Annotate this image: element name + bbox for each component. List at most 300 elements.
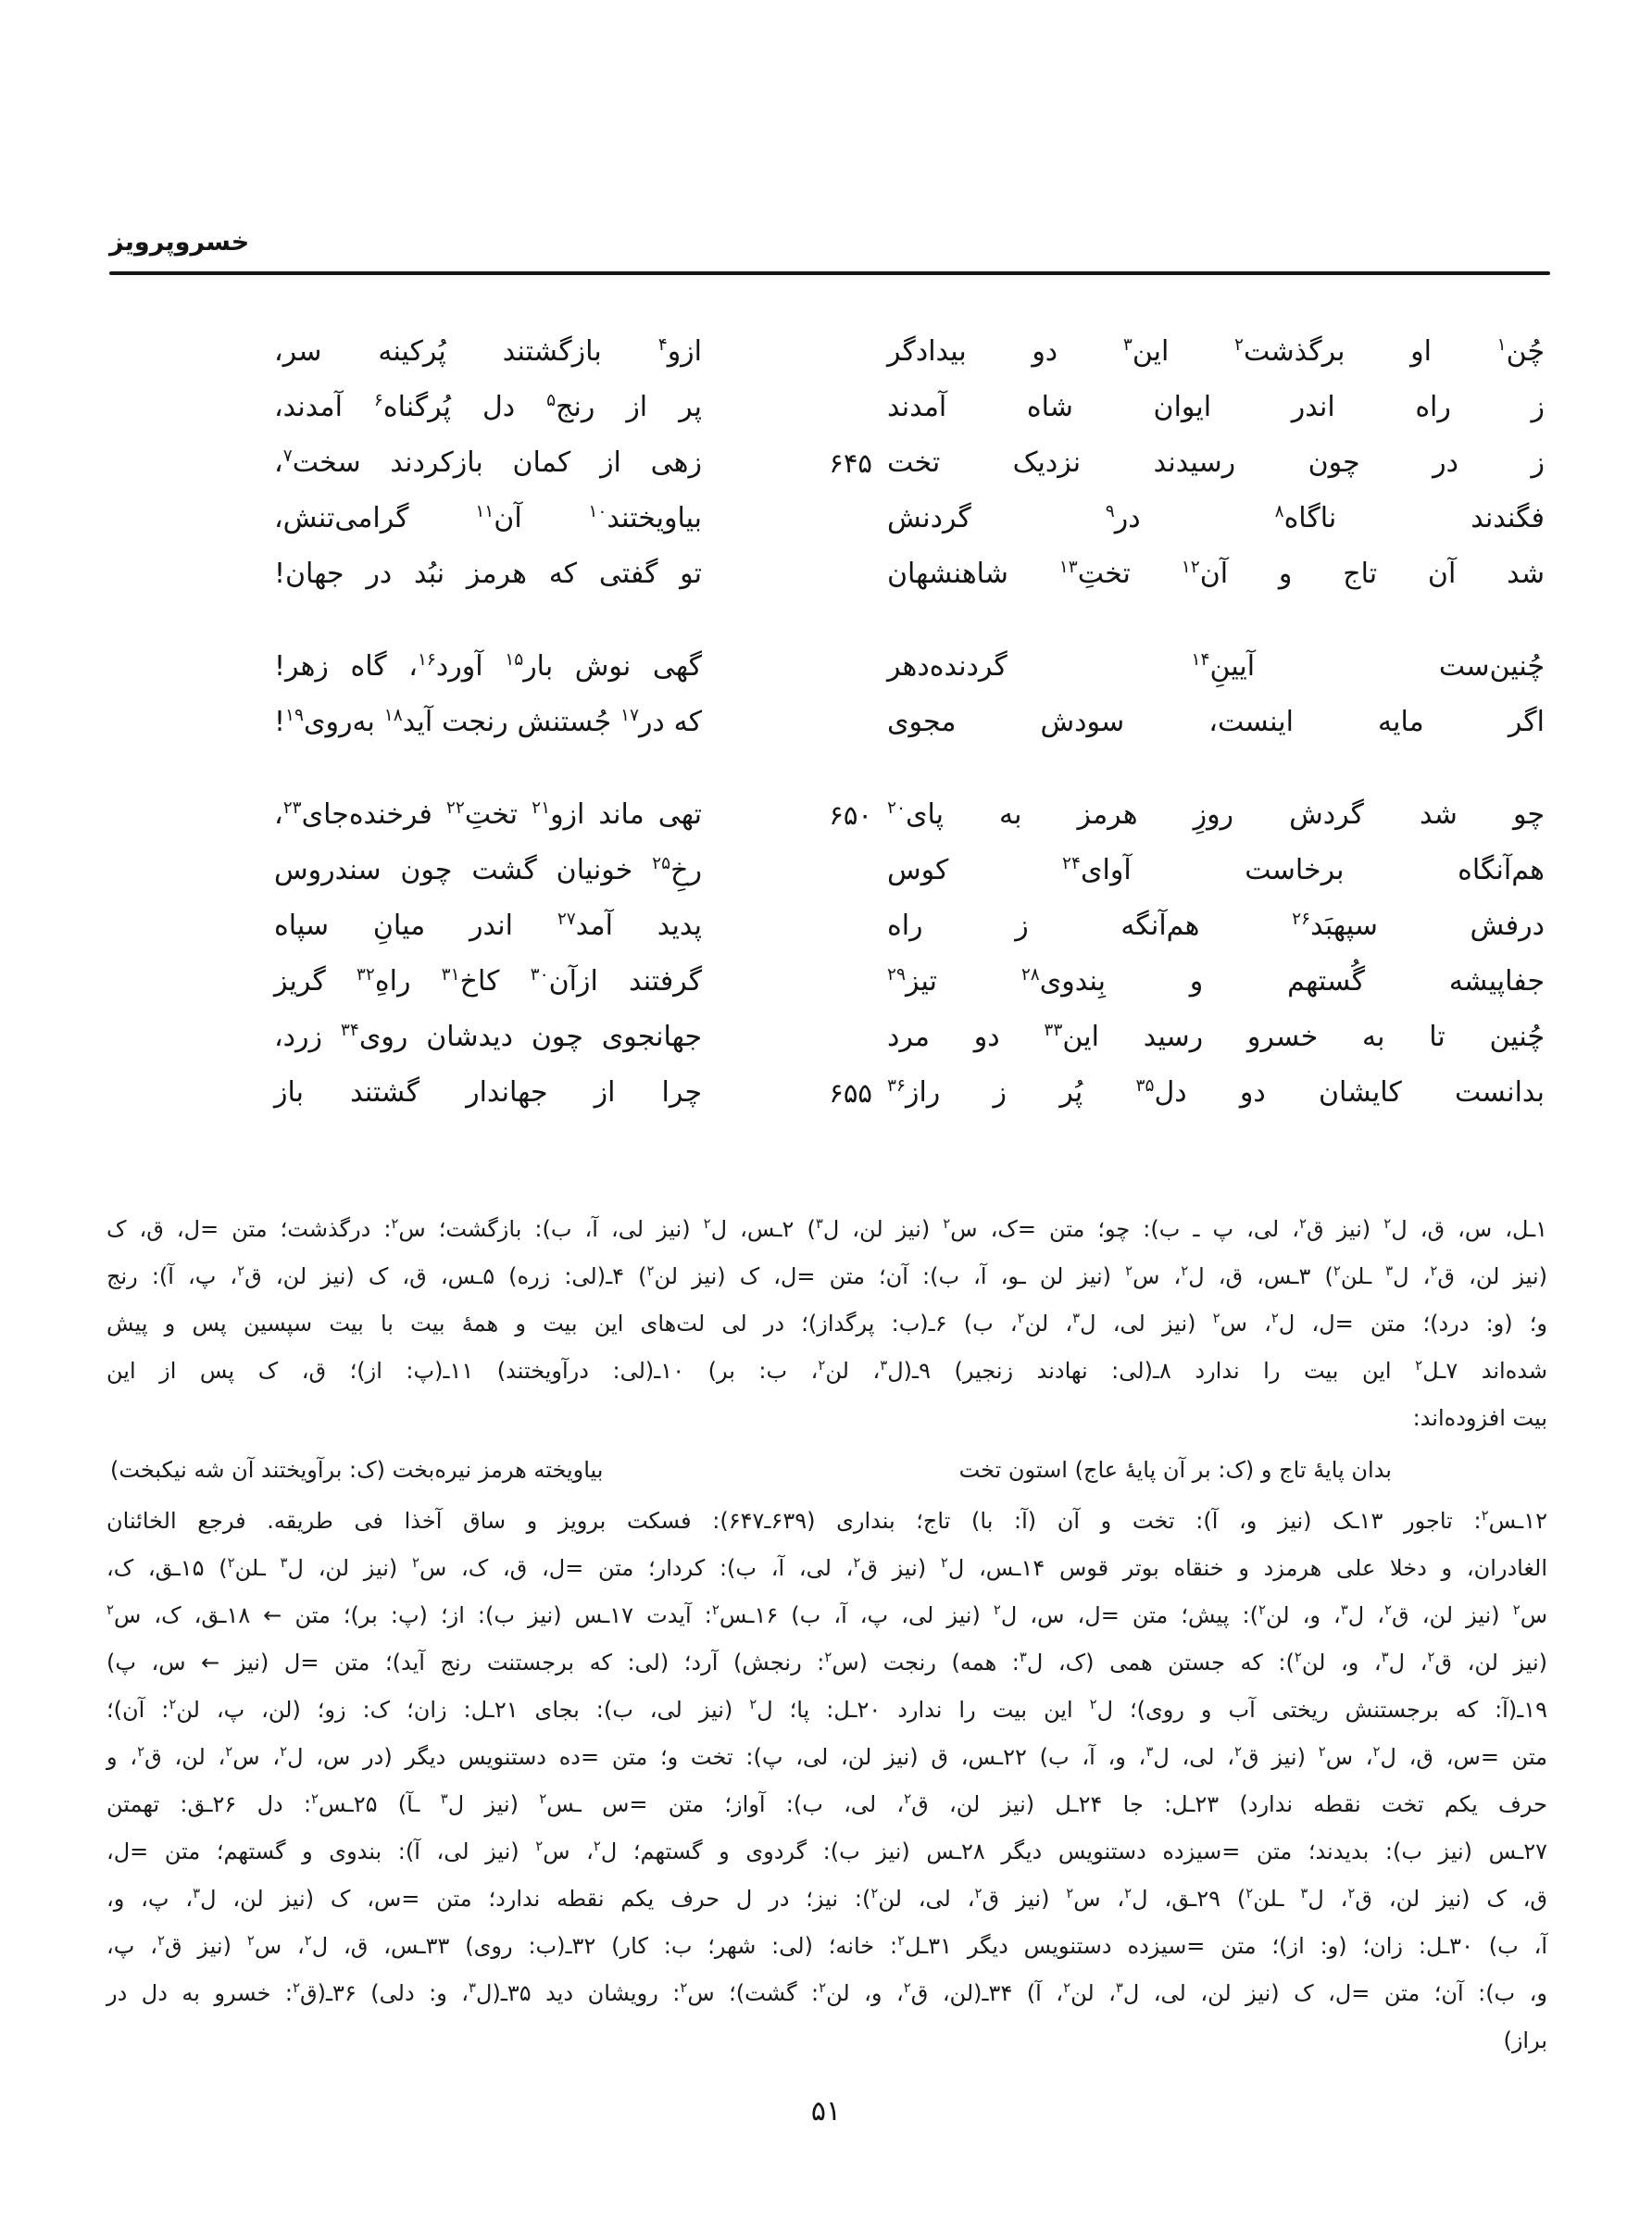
footnote-ref-number: ۲ xyxy=(1383,1215,1392,1232)
footnote-ref-number: ۲ xyxy=(169,1696,177,1713)
apparatus-line xyxy=(106,1348,1547,1395)
footnote-ref-number: ۲ xyxy=(1294,1649,1302,1665)
verse-row xyxy=(274,787,1545,843)
footnote-ref-number: ۲ xyxy=(237,1262,245,1279)
verse-number xyxy=(702,954,887,1010)
text-run: و؛ (و: درد)؛ متن =ل، ل xyxy=(1278,1311,1548,1337)
page-number: ۵۱ xyxy=(810,2095,842,2127)
text-run: ، آ) ۳۴ـ(لن، ق xyxy=(910,1980,1064,2006)
left-hemistich xyxy=(274,695,702,750)
text-run: ، س xyxy=(232,1744,281,1770)
verse-block xyxy=(274,787,1545,1121)
text-run: ـلن xyxy=(1253,1886,1301,1912)
footnote-ref-number: ۳ xyxy=(280,1554,288,1571)
text-run: ـآ) ۲۵ـس xyxy=(319,1791,441,1817)
footnote-ref-number: ۱۴ xyxy=(1191,650,1210,670)
text-run: پر از رنج xyxy=(556,391,703,423)
text-run: ، س xyxy=(1325,1744,1373,1770)
footnote-ref-number: ۱۶ xyxy=(417,650,436,670)
footnote-ref-number: ۳ xyxy=(1381,1649,1389,1665)
inserted-verse-right-hemistich xyxy=(959,1445,1392,1495)
right-hemistich xyxy=(887,954,1545,1010)
text-run: کوس xyxy=(887,854,1063,886)
footnote-ref-number: ۳ xyxy=(1019,1649,1027,1665)
left-hemistich xyxy=(274,324,702,380)
footnote-ref-number: ۲۶ xyxy=(1292,910,1311,929)
text-run: ، ل xyxy=(1347,1602,1385,1628)
text-run: ) ۳ـس، ق، ل xyxy=(1188,1263,1333,1289)
footnote-ref-number: ۲۲ xyxy=(445,798,465,818)
left-hemistich xyxy=(274,380,702,435)
apparatus-line xyxy=(106,1687,1547,1734)
apparatus-line xyxy=(106,1300,1547,1348)
text-run: (نیز لی، آ): بندوی و گستهم؛ متن =ل، xyxy=(106,1839,536,1864)
header-rule xyxy=(109,271,1550,275)
text-run: : خسرو به دل در xyxy=(106,1980,294,2006)
apparatus-line xyxy=(106,1395,1547,1442)
footnote-ref-number: ۳۱ xyxy=(441,965,460,985)
text-run: : آیدت ۱۷ـس (نیز ب): از؛ (پ: بر)؛ متن ← ۱۸ـق، ک، س xyxy=(114,1602,712,1628)
text-run: خونیان گشت چون سندروس xyxy=(274,854,653,886)
text-run: : همه) رنجت (س xyxy=(832,1650,1020,1676)
text-run: تهی ماند ازو xyxy=(550,798,702,831)
footnote-ref-number: ۲ xyxy=(824,1649,832,1665)
footnote-ref-number: ۲ xyxy=(535,1838,544,1854)
footnote-ref-number: ۲ xyxy=(1258,1601,1266,1618)
text-run: براز) xyxy=(1503,2027,1547,2053)
footnote-ref-number: ۳ xyxy=(1385,1262,1394,1279)
text-run: ) ۱۵ـق، ک، xyxy=(106,1555,228,1581)
footnote-ref-number: ۱۲ xyxy=(1181,558,1200,577)
verse-number xyxy=(702,898,887,954)
left-hemistich xyxy=(274,1065,702,1121)
text-run: بازگشتند پُرکینه سر، xyxy=(274,335,658,368)
footnote-ref-number: ۳ xyxy=(1145,1743,1154,1760)
text-run: و، ب): آن؛ متن =ل، ک (نیز لن، لی، ل xyxy=(1122,1980,1547,2006)
text-run: ، س xyxy=(1133,1263,1182,1289)
footnote-ref-number: ۲ xyxy=(1298,1215,1307,1232)
text-run: ، و، لن xyxy=(826,1980,904,2006)
footnote-ref-number: ۲ xyxy=(1372,1743,1381,1760)
text-run: این بیت را ندارد ۸ـ(لی: نهادند زنجیر) ۹ـ(ل xyxy=(887,1358,1416,1384)
inserted-verse-left-hemistich xyxy=(110,1445,603,1495)
text-run: (نیز ل xyxy=(447,1791,540,1817)
footnote-ref-number: ۲ xyxy=(711,1601,720,1618)
footnote-ref-number: ۲ xyxy=(137,1743,145,1760)
text-run: تیز xyxy=(905,965,1021,998)
right-hemistich xyxy=(887,435,1545,491)
footnote-ref-number: ۲ xyxy=(680,1979,688,1996)
text-run: ، پ، آ): رنج xyxy=(106,1263,238,1289)
text-run: (نیز لی، پ، آ، ب) ۱۶ـس xyxy=(719,1602,994,1628)
footnote-ref-number: ۲ xyxy=(1124,1885,1133,1901)
footnote-ref-number: ۲ xyxy=(225,1743,233,1760)
footnote-ref-number: ۲ xyxy=(943,1215,951,1232)
footnote-ref-number: ۲ xyxy=(539,1790,547,1807)
text-run: شاهنشهان xyxy=(887,558,1059,590)
left-hemistich xyxy=(274,954,702,1010)
text-run: تختِ xyxy=(1077,558,1182,590)
apparatus-line xyxy=(106,1498,1547,1545)
text-run: این xyxy=(1132,335,1234,368)
text-run: بیت افزوده‌اند: xyxy=(1412,1405,1547,1431)
footnote-ref-number: ۳۶ xyxy=(887,1076,906,1096)
text-run: چرا از جهاندار گشتند باز xyxy=(274,1076,702,1109)
text-run: ، لی، پ ـ ب): چو؛ متن =ک، س xyxy=(950,1216,1299,1242)
text-run: : آن)؛ xyxy=(106,1697,169,1723)
footnote-ref-number: ۲ xyxy=(227,1554,235,1571)
right-hemistich xyxy=(887,380,1545,435)
footnote-ref-number: ۲۷ xyxy=(557,910,576,929)
text-run: ، س xyxy=(254,1933,305,1959)
footnote-ref-number: ۲ xyxy=(1384,1601,1393,1618)
text-run: ازو xyxy=(667,335,702,368)
footnote-ref-number: ۲ xyxy=(1415,1357,1423,1374)
text-run: ، ل xyxy=(1308,1886,1348,1912)
apparatus-line xyxy=(106,1592,1547,1639)
footnote-ref-number: ۳ xyxy=(1122,335,1133,355)
footnote-ref-number: ۳۵ xyxy=(1135,1076,1155,1096)
right-hemistich xyxy=(887,787,1545,843)
text-run: شد آن تاج و آن xyxy=(1199,558,1546,590)
text-run: جفاپیشه گُستهم و بِندوی xyxy=(1039,965,1545,998)
footnote-ref-number: ۲ xyxy=(1347,1885,1356,1901)
footnote-ref-number: ۲ xyxy=(1430,1262,1438,1279)
footnote-ref-number: ۲ xyxy=(246,1932,255,1949)
text-run: ۱ـل، س، ق، ل xyxy=(1391,1216,1548,1242)
text-run: بدانست کایشان دو دل xyxy=(1154,1076,1545,1109)
text-run: (نیز ق xyxy=(1306,1216,1384,1242)
text-run: (نیز ق xyxy=(982,1886,1067,1912)
footnote-ref-number: ۴ xyxy=(657,335,668,355)
right-hemistich xyxy=(887,639,1545,695)
apparatus-line xyxy=(106,1253,1547,1300)
text-run: هم‌آنگه ز راه xyxy=(887,910,1293,942)
right-hemistich xyxy=(887,843,1545,898)
text-run: ): نیز؛ در ل حرف یکم نقطه ندارد؛ متن =س، ک (نیز لن، ل xyxy=(200,1886,871,1912)
text-run: تو گفتی که هرمز نبُد در جهان! xyxy=(274,558,702,590)
left-hemistich xyxy=(274,787,702,843)
text-run: ، لن xyxy=(1024,1311,1073,1337)
right-hemistich xyxy=(887,898,1545,954)
apparatus-line xyxy=(106,1828,1547,1876)
footnote-ref-number: ۲ xyxy=(1181,1262,1189,1279)
text-run: ، پ، و، xyxy=(106,1886,194,1912)
footnote-ref-number: ۳۲ xyxy=(356,965,375,985)
text-run: ، ل xyxy=(1393,1263,1431,1289)
text-run: متن =س، ق، ل xyxy=(1380,1744,1548,1770)
footnote-ref-number: ۱۱ xyxy=(475,502,494,521)
footnote-ref-number: ۹ xyxy=(1105,502,1115,521)
text-run: که در xyxy=(638,706,702,738)
verse-row xyxy=(274,546,1545,602)
footnote-ref-number: ۲ xyxy=(1066,1885,1074,1901)
text-run: ۱۹ـ(آ: که برجستنش ریختی آب و روی)؛ ل xyxy=(1096,1697,1548,1723)
text-run: : خانه؛ (لی: شهر؛ ب: کار) ۳۲ـ(ب: روی) ۳۳ـس، ق، ل xyxy=(311,1933,898,1959)
text-run: هم‌آنگاه برخاست آوای xyxy=(1081,854,1545,886)
footnote-ref-number: ۳ xyxy=(440,1790,448,1807)
left-hemistich xyxy=(274,546,702,602)
text-run: فگندند ناگاه xyxy=(1283,502,1545,534)
footnote-ref-number: ۳ xyxy=(1300,1885,1308,1901)
footnote-ref-number: ۲ xyxy=(1063,1979,1071,1996)
footnote-ref-number: ۲۱ xyxy=(532,798,551,818)
footnote-ref-number: ۲ xyxy=(897,1932,906,1949)
verse-number xyxy=(702,639,887,695)
text-run: (نیز لن ـو، آ، ب): آن؛ متن =ل، ک (نیز لن xyxy=(654,1263,1126,1289)
footnote-ref-number: ۲ xyxy=(646,1262,655,1279)
text-run: چُنین‌ست آیینِ xyxy=(1209,650,1545,683)
left-hemistich xyxy=(274,435,702,491)
text-run: (نیز ق xyxy=(164,1933,247,1959)
text-run: ، لی، ل xyxy=(1153,1744,1235,1770)
verse-number xyxy=(702,380,887,435)
verse-row xyxy=(274,1065,1545,1121)
text-run: کاخ xyxy=(459,965,531,998)
poem xyxy=(274,324,1545,1158)
text-run: گهی نوش بار xyxy=(523,650,702,683)
right-hemistich xyxy=(887,491,1545,546)
apparatus-line xyxy=(106,2017,1547,2065)
footnote-ref-number: ۲ xyxy=(156,1932,165,1949)
footnote-ref-number: ۲ xyxy=(853,1554,861,1571)
text-run: فرخنده‌جای xyxy=(301,798,446,831)
text-run: ۱۲ـس xyxy=(1488,1508,1547,1534)
footnote-ref-number: ۱۹ xyxy=(285,706,305,725)
left-hemistich xyxy=(274,639,702,695)
footnote-ref-number: ۲۰ xyxy=(887,798,906,818)
text-run: زهی از کمان بازکردند سخت xyxy=(292,446,702,479)
text-run: اگر مایه اینست، سودش مجوی xyxy=(887,706,1545,738)
footnote-ref-number: ۳۴ xyxy=(340,1021,359,1040)
text-run: راهِ xyxy=(374,965,442,998)
text-run: گریز xyxy=(274,965,357,998)
text-run: ، و، آ، ب) ۲۲ـس، ق (نیز لن، لی، پ): تخت و؛ متن =ده دستنویس دیگر (در س، ل xyxy=(287,1744,1146,1770)
text-run: زرد، xyxy=(274,1021,341,1053)
text-run: دل پُرگناه xyxy=(382,391,547,423)
footnote-ref-number: ۲ xyxy=(1089,1696,1097,1713)
verse-number: ۶۵۰ xyxy=(829,799,872,831)
verse-number xyxy=(702,1010,887,1065)
text-run: (نیز لی، ل xyxy=(1080,1311,1213,1337)
footnote-ref-number: ۳ xyxy=(1072,1310,1081,1326)
footnote-ref-number: ۱ xyxy=(1496,335,1507,355)
text-run: ، گاه زهر! xyxy=(274,650,418,683)
text-run: (نیز لن، ل xyxy=(287,1555,412,1581)
verse-number: ۶۴۵ xyxy=(829,447,872,479)
right-hemistich xyxy=(887,1010,1545,1065)
footnote-ref-number: ۱۳ xyxy=(1058,558,1078,577)
footnote-ref-number: ۲ xyxy=(1233,335,1244,355)
text-run: (نیز ق xyxy=(1242,1744,1319,1770)
text-run: بدان پایهٔ تاج و (ک: بر آن پایهٔ عاج) استون تخت xyxy=(958,1457,1392,1483)
text-run: ، و، لن xyxy=(1265,1602,1341,1628)
apparatus-line xyxy=(106,1206,1547,1253)
text-run: گرامی‌تنش، xyxy=(274,502,476,534)
text-run: دو بیدادگر xyxy=(887,335,1123,368)
text-run: ، س xyxy=(1073,1886,1125,1912)
verse-number xyxy=(702,324,887,380)
text-run: ): پیش؛ متن =ل، س، ل xyxy=(1000,1602,1258,1628)
verse-row xyxy=(274,324,1545,380)
text-run: (نیز ق xyxy=(860,1555,941,1581)
apparatus-paragraph-1 xyxy=(106,1206,1547,1442)
text-run: ، لی، ب): آواز؛ متن =س ـس xyxy=(546,1791,905,1817)
verse-number xyxy=(702,546,887,602)
text-run: گرفتند ازآن xyxy=(548,965,702,998)
text-run: این بیت را ندارد ۲۰ـل: پا؛ ل xyxy=(757,1697,1090,1723)
text-run: ) ۲۹ـق، ل xyxy=(1132,1886,1246,1912)
text-run: گردنده‌دهر xyxy=(887,650,1192,683)
text-run: دو مرد xyxy=(887,1021,1045,1053)
text-run: ، س xyxy=(1220,1311,1271,1337)
text-run: شده‌اند ۷ـل xyxy=(1422,1358,1547,1384)
apparatus-line xyxy=(106,1876,1547,1923)
text-run: ) ۴ـ(لی: زره) ۵ـس، ق، ک (نیز لن، ق xyxy=(244,1263,647,1289)
footnote-ref-number: ۲ xyxy=(280,1743,288,1760)
footnote-ref-number: ۱۷ xyxy=(620,706,639,725)
text-run: در xyxy=(1114,502,1275,534)
text-run: (نیز لن، ق xyxy=(1434,1650,1548,1676)
apparatus-inserted-verse xyxy=(106,1442,1547,1498)
text-run: ، لی، آ، ب): کردار؛ متن =ل، ق، ک، س xyxy=(419,1555,854,1581)
apparatus-line xyxy=(106,1781,1547,1828)
text-run: ) ۲ـس، ل xyxy=(710,1216,816,1242)
apparatus xyxy=(106,1206,1547,2065)
text-run: آورد xyxy=(435,650,506,683)
text-run: اندر میانِ سپاه xyxy=(274,910,557,942)
text-run: ! xyxy=(274,706,286,738)
footnote-ref-number: ۲ xyxy=(1427,1649,1435,1665)
text-run: چو شد گردش روزِ هرمز به پای xyxy=(905,798,1545,831)
right-hemistich xyxy=(887,695,1545,750)
left-hemistich xyxy=(274,1010,702,1065)
apparatus-line xyxy=(106,1545,1547,1592)
text-run: ، ل xyxy=(1388,1650,1428,1676)
text-run: (نیز لن، ق xyxy=(1392,1602,1513,1628)
text-run: رخِ xyxy=(670,854,702,886)
text-run: ، و xyxy=(106,1744,138,1770)
apparatus-line xyxy=(106,1923,1547,1970)
text-run: حرف یکم تخت نقطه ندارد) ۲۳ـل: جا ۲۴ـل (نیز لن، ق xyxy=(911,1791,1548,1817)
verse-number xyxy=(702,843,887,898)
footnote-ref-number: ۳۳ xyxy=(1044,1021,1063,1040)
footnote-ref-number: ۱۵ xyxy=(505,650,524,670)
footnote-ref-number: ۱۸ xyxy=(383,706,403,725)
verse-row xyxy=(274,1010,1545,1065)
text-run: بیاویختند xyxy=(607,502,702,534)
text-run: ، پ، xyxy=(106,1933,157,1959)
footnote-ref-number: ۲ xyxy=(1125,1262,1133,1279)
footnote-ref-number: ۲ xyxy=(106,1601,114,1618)
footnote-ref-number: ۲ xyxy=(993,1601,1001,1618)
footnote-ref-number: ۳ xyxy=(815,1215,823,1232)
footnote-ref-number: ۲ xyxy=(749,1696,757,1713)
text-run: : رنجش) آرد؛ (لی: که برجستنت رنج آید)؛ متن =ل (نیز ← س، پ) xyxy=(106,1650,825,1676)
footnote-ref-number: ۲ xyxy=(903,1979,911,1996)
footnote-ref-number: ۲ xyxy=(819,1979,827,1996)
footnote-ref-number: ۲ xyxy=(1481,1507,1489,1524)
text-run: ، لن xyxy=(825,1358,881,1384)
text-run: ، ب) ۶ـ(ب: پرگداز)؛ در لی لت‌های این بیت و همهٔ بیت با بیت سپسین پس و پیش xyxy=(106,1311,1018,1337)
text-run: گردنش xyxy=(887,502,1106,534)
footnote-ref-number: ۲ xyxy=(818,1357,826,1374)
text-run: ، xyxy=(274,446,283,479)
running-header: خسروپرویز xyxy=(109,228,250,257)
verse-row xyxy=(274,435,1545,491)
footnote-ref-number: ۲ xyxy=(1212,1310,1220,1326)
apparatus-line xyxy=(106,1970,1547,2017)
footnote-ref-number: ۲ xyxy=(304,1932,312,1949)
footnote-ref-number: ۷ xyxy=(282,446,293,466)
footnote-ref-number: ۲ xyxy=(1333,1262,1341,1279)
verse-block xyxy=(274,639,1545,750)
verse-row xyxy=(274,843,1545,898)
text-run: : تاجور ۱۳ـک (نیز و، آ): تخت و آن (آ: با) تاج؛ بنداری (۶۳۹ـ۶۴۷): فسکت برویز و ساق آخذا فی طریقه. فرجع الخائنان xyxy=(106,1508,1482,1534)
footnote-ref-number: ۲۴ xyxy=(1062,854,1082,873)
text-run: جهانجوی چون دیدشان روی xyxy=(358,1021,702,1053)
text-run: ، لن، ق xyxy=(144,1744,226,1770)
verse-block xyxy=(274,324,1545,602)
footnote-ref-number: ۳ xyxy=(1340,1601,1348,1618)
right-hemistich xyxy=(887,546,1545,602)
footnote-ref-number: ۲ xyxy=(1234,1743,1243,1760)
text-run: ـلن xyxy=(1340,1263,1386,1289)
footnote-ref-number: ۸ xyxy=(1274,502,1284,521)
verse-row xyxy=(274,898,1545,954)
text-run: ، لن xyxy=(1070,1980,1116,2006)
footnote-ref-number: ۲ xyxy=(1270,1310,1279,1326)
footnote-ref-number: ۲ xyxy=(1318,1743,1326,1760)
left-hemistich xyxy=(274,843,702,898)
text-run: س xyxy=(1520,1602,1547,1628)
footnote-ref-number: ۲ xyxy=(974,1885,982,1901)
footnote-ref-number: ۲ xyxy=(870,1885,879,1901)
verse-number xyxy=(702,491,887,546)
footnote-ref-number: ۳ xyxy=(880,1357,888,1374)
verse-number: ۶۵۵ xyxy=(829,1077,872,1109)
text-run: : رویشان دید ۳۵ـ(ل xyxy=(476,1980,681,2006)
text-run: ز راه اندر ایوان شاه آمدند xyxy=(887,391,1545,423)
text-run: ، ب: بر) ۱۰ـ(لی: درآویختند) ۱۱ـ(پ: از)؛ ق، ک پس از این xyxy=(106,1358,819,1384)
footnote-ref-number: ۵ xyxy=(546,391,557,410)
apparatus-line xyxy=(106,1734,1547,1781)
text-run: : گشت)؛ س xyxy=(687,1980,820,2006)
text-run: (نیز لن، ق xyxy=(1437,1263,1548,1289)
text-run: آن xyxy=(494,502,589,534)
verse-row xyxy=(274,695,1545,750)
text-run: جُستنش رنجت آید xyxy=(402,706,620,738)
footnote-ref-number: ۲۸ xyxy=(1020,965,1040,985)
footnote-ref-number: ۲ xyxy=(593,1838,601,1854)
text-run: بیاویخته هرمز نیره‌بخت (ک: برآویختند آن شه نیکبخت) xyxy=(110,1457,604,1483)
text-run: آمدند، xyxy=(274,391,374,423)
footnote-ref-number: ۲ xyxy=(293,1979,301,1996)
verse-number xyxy=(702,695,887,750)
footnote-ref-number: ۳۰ xyxy=(530,965,549,985)
text-run: الغادران، و دخلا علی هرمزد و خنقاه بوتر قوس ۱۴ـس، ل xyxy=(947,1555,1548,1581)
footnote-ref-number: ۲۳ xyxy=(282,798,302,818)
text-run: به‌روی xyxy=(304,706,384,738)
text-run: (نیز لی، ب): بجای ۲۱ـل: زان؛ ک: زو؛ (لن، پ، لن xyxy=(176,1697,750,1723)
text-run: تختِ xyxy=(464,798,532,831)
verse-row xyxy=(274,380,1545,435)
text-run: : دل ۲۶ـق: تهمتن xyxy=(106,1791,312,1817)
text-run: ـلن xyxy=(234,1555,281,1581)
right-hemistich xyxy=(887,1065,1545,1121)
text-run: او برگذشت xyxy=(1243,335,1497,368)
text-run: ، و: دلی) ۳۶ـ(ق xyxy=(300,1980,469,2006)
